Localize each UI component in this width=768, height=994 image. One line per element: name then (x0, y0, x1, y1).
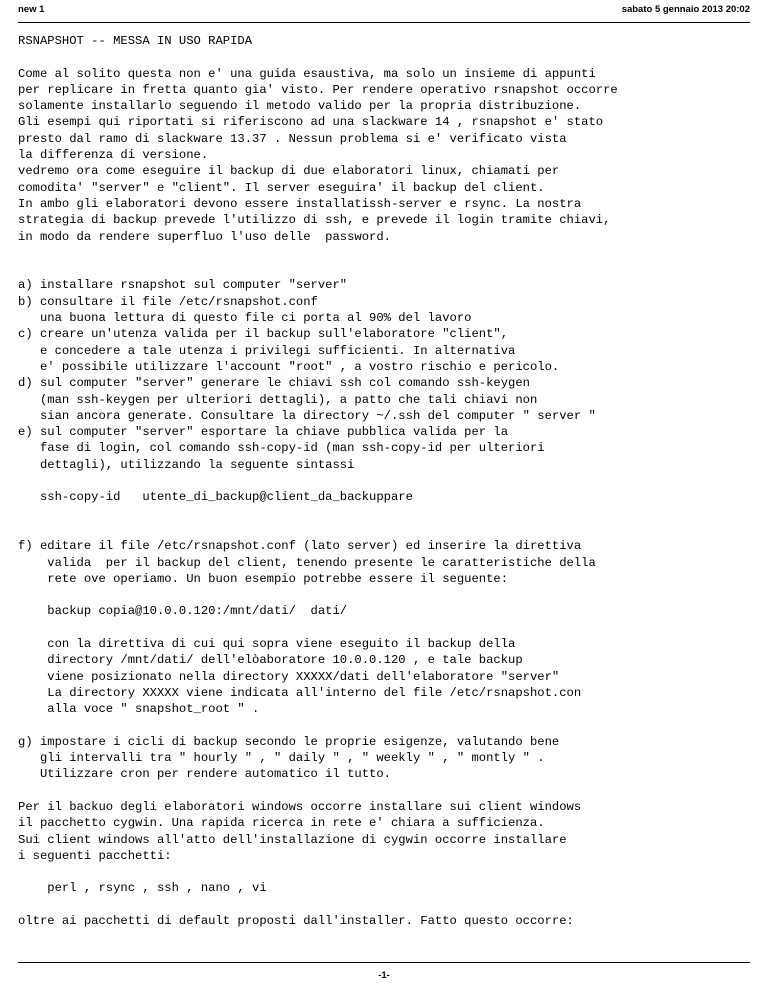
text-line (18, 864, 750, 880)
text-line: La directory XXXXX viene indicata all'interno del file /etc/rsnapshot.con (18, 685, 582, 700)
text-line (18, 587, 750, 603)
text-line: perl , rsync , ssh , nano , vi (18, 881, 267, 896)
footer-divider (18, 962, 750, 963)
text-line: con la direttiva di cui qui sopra viene eseguito il backup della (18, 636, 516, 651)
text-line: e concedere a tale utenza i privilegi sufficienti. In alternativa (18, 343, 516, 358)
page-header (18, 4, 750, 20)
text-line: per replicare in fretta quanto gia' visto. Per rendere operativo rsnapshot occorre (18, 82, 618, 97)
text-line: solamente installarlo seguendo il metodo valido per la propria distribuzione. (18, 99, 582, 114)
text-line: in modo da rendere superfluo l'uso delle password. (18, 229, 391, 244)
text-line: comodita' "server" e "client". Il server eseguira' il backup del client. (18, 180, 545, 195)
text-line (18, 897, 750, 913)
text-line: e' possibile utilizzare l'account "root" , a vostro rischio e pericolo. (18, 359, 560, 374)
text-line: RSNAPSHOT -- MESSA IN USO RAPIDA (18, 34, 253, 48)
text-line: a) installare rsnapshot sul computer "server" (18, 278, 348, 293)
text-line: backup copia@10.0.0.120:/mnt/dati/ dati/ (18, 604, 348, 619)
header-filename: new 1 (18, 4, 45, 15)
text-line: viene posizionato nella directory XXXXX/dati dell'elaboratore "server" (18, 669, 560, 684)
text-line: presto dal ramo di slackware 13.37 . Nessun problema si e' verificato vista (18, 131, 567, 146)
text-line: la differenza di versione. (18, 148, 209, 163)
text-line: d) sul computer "server" generare le chiavi ssh col comando ssh-keygen (18, 376, 530, 391)
text-line (18, 717, 750, 733)
text-line: directory /mnt/dati/ dell'elòaboratore 10.0.0.120 , e tale backup (18, 653, 523, 668)
text-line: rete ove operiamo. Un buon esempio potrebbe essere il seguente: (18, 571, 509, 586)
text-line (18, 506, 750, 522)
text-line (18, 245, 750, 261)
text-line: g) impostare i cicli di backup secondo le proprie esigenze, valutando bene (18, 734, 560, 749)
text-line (18, 783, 750, 799)
text-line: oltre ai pacchetti di default proposti dall'installer. Fatto questo occorre: (18, 914, 574, 929)
text-line: alla voce " snapshot_root " . (18, 702, 260, 717)
text-line: b) consultare il file /etc/rsnapshot.conf (18, 294, 318, 309)
text-line: e) sul computer "server" esportare la chiave pubblica valida per la (18, 425, 509, 440)
text-line: f) editare il file /etc/rsnapshot.conf (lato server) ed inserire la direttiva (18, 539, 582, 554)
text-line: gli intervalli tra " hourly " , " daily " , " weekly " , " montly " . (18, 751, 545, 766)
text-line: (man ssh-keygen per ulteriori dettagli), a patto che tali chiavi non (18, 392, 538, 407)
text-line: il pacchetto cygwin. Una rapida ricerca in rete e' chiara a sufficienza. (18, 816, 545, 831)
text-line: una buona lettura di questo file ci porta al 90% del lavoro (18, 311, 472, 326)
text-line (18, 473, 750, 489)
text-line: i seguenti pacchetti: (18, 848, 172, 863)
text-line: fase di login, col comando ssh-copy-id (man ssh-copy-id per ulteriori (18, 441, 545, 456)
text-line: ssh-copy-id utente_di_backup@client_da_backuppare (18, 490, 413, 505)
text-line (18, 261, 750, 277)
text-line: valida per il backup del client, tenendo presente le caratteristiche della (18, 555, 596, 570)
text-line: sian ancora generate. Consultare la directory ~/.ssh del computer " server " (18, 408, 596, 423)
text-line: Come al solito questa non e' una guida esaustiva, ma solo un insieme di appunti (18, 66, 596, 81)
text-line: vedremo ora come eseguire il backup di due elaboratori linux, chiamati per (18, 164, 560, 179)
text-line (18, 620, 750, 636)
header-datetime: sabato 5 gennaio 2013 20:02 (621, 4, 750, 15)
text-line (18, 522, 750, 538)
text-line: strategia di backup prevede l'utilizzo di ssh, e prevede il login tramite chiavi, (18, 213, 611, 228)
text-line: c) creare un'utenza valida per il backup sull'elaboratore "client", (18, 327, 509, 342)
text-line (18, 49, 750, 65)
document-body (18, 33, 750, 929)
text-line: Sui client windows all'atto dell'installazione di cygwin occorre installare (18, 832, 567, 847)
page-number: -1- (378, 970, 390, 981)
text-line: dettagli), utilizzando la seguente sintassi (18, 457, 355, 472)
text-line: In ambo gli elaboratori devono essere installatissh-server e rsync. La nostra (18, 196, 582, 211)
text-line: Gli esempi qui riportati si riferiscono ad una slackware 14 , rsnapshot e' stato (18, 115, 604, 130)
header-divider (18, 22, 750, 23)
text-line: Utilizzare cron per rendere automatico il tutto. (18, 767, 391, 782)
text-line: Per il backuo degli elaboratori windows occorre installare sui client windows (18, 799, 582, 814)
